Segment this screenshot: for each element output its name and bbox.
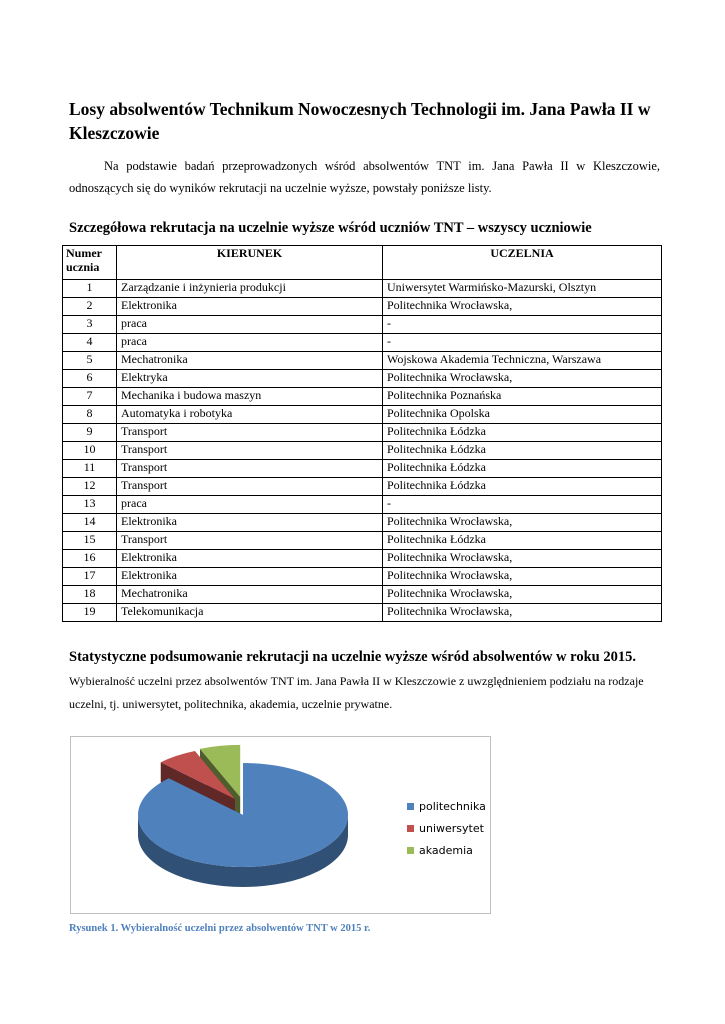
table-row	[63, 406, 662, 424]
legend-label: politechnika	[419, 799, 486, 813]
intro-paragraph: Na podstawie badań przeprowadzonych wśród absolwentów TNT im. Jana Pawła II w Kleszczowie, odnoszących się do wyników rekrutacji na uczelnie wyższe, powstały poniższe listy.	[69, 159, 660, 195]
table-body	[63, 280, 662, 622]
cell-uczelnia: Politechnika Opolska	[383, 406, 662, 424]
header-uczelnia: UCZELNIA	[383, 246, 662, 280]
summary-paragraph: Wybieralność uczelni przez absolwentów TNT im. Jana Pawła II w Kleszczowie z uwzględnieniem podziału na rodzaje uczelni, tj. uniwersytet, politechnika, akademia, uczelnie prywatne.	[69, 674, 644, 711]
cell-uczelnia: -	[383, 334, 662, 352]
cell-number: 12	[63, 478, 117, 496]
table-row	[63, 280, 662, 298]
table-row	[63, 496, 662, 514]
cell-number: 10	[63, 442, 117, 460]
cell-kierunek: praca	[117, 496, 383, 514]
cell-uczelnia: Wojskowa Akademia Techniczna, Warszawa	[383, 352, 662, 370]
cell-uczelnia: -	[383, 496, 662, 514]
cell-kierunek: Mechanika i budowa maszyn	[117, 388, 383, 406]
chart-legend	[407, 795, 486, 861]
cell-number: 4	[63, 334, 117, 352]
cell-number: 11	[63, 460, 117, 478]
cell-number: 2	[63, 298, 117, 316]
header-number	[63, 246, 117, 280]
legend-swatch	[407, 847, 414, 854]
section-heading-detailed: Szczegółowa rekrutacja na uczelnie wyższe wśród uczniów TNT – wszyscy uczniowie	[69, 220, 592, 236]
cell-number: 17	[63, 568, 117, 586]
cell-uczelnia: Politechnika Łódzka	[383, 442, 662, 460]
table-row	[63, 298, 662, 316]
cell-kierunek: Transport	[117, 478, 383, 496]
cell-uczelnia: Politechnika Wrocławska,	[383, 550, 662, 568]
cell-kierunek: Transport	[117, 442, 383, 460]
cell-kierunek: Elektronika	[117, 568, 383, 586]
cell-uczelnia: -	[383, 316, 662, 334]
cell-number: 8	[63, 406, 117, 424]
cell-kierunek: Transport	[117, 460, 383, 478]
table-row	[63, 316, 662, 334]
section-heading-summary: Statystyczne podsumowanie rekrutacji na uczelnie wyższe wśród absolwentów w roku 2015.	[69, 649, 636, 665]
cell-kierunek: Mechatronika	[117, 352, 383, 370]
cell-number: 14	[63, 514, 117, 532]
header-kierunek: KIERUNEK	[117, 246, 383, 280]
cell-kierunek: Elektronika	[117, 298, 383, 316]
cell-uczelnia: Politechnika Poznańska	[383, 388, 662, 406]
cell-kierunek: Zarządzanie i inżynieria produkcji	[117, 280, 383, 298]
legend-label: uniwersytet	[419, 821, 484, 835]
cell-number: 16	[63, 550, 117, 568]
cell-uczelnia: Politechnika Wrocławska,	[383, 370, 662, 388]
table-row	[63, 388, 662, 406]
table-row	[63, 370, 662, 388]
table-row	[63, 478, 662, 496]
cell-number: 5	[63, 352, 117, 370]
cell-uczelnia: Politechnika Łódzka	[383, 478, 662, 496]
cell-kierunek: Transport	[117, 532, 383, 550]
table-row	[63, 604, 662, 622]
table-row	[63, 352, 662, 370]
cell-kierunek: Mechatronika	[117, 586, 383, 604]
cell-number: 18	[63, 586, 117, 604]
cell-uczelnia: Politechnika Wrocławska,	[383, 604, 662, 622]
cell-uczelnia: Politechnika Wrocławska,	[383, 514, 662, 532]
cell-kierunek: praca	[117, 316, 383, 334]
header-number-line2: ucznia	[66, 260, 100, 274]
cell-number: 7	[63, 388, 117, 406]
cell-number: 9	[63, 424, 117, 442]
cell-uczelnia: Politechnika Łódzka	[383, 460, 662, 478]
cell-number: 15	[63, 532, 117, 550]
cell-kierunek: Transport	[117, 424, 383, 442]
cell-uczelnia: Uniwersytet Warmińsko-Mazurski, Olsztyn	[383, 280, 662, 298]
cell-uczelnia: Politechnika Łódzka	[383, 424, 662, 442]
legend-item	[407, 795, 486, 817]
cell-uczelnia: Politechnika Wrocławska,	[383, 586, 662, 604]
pie-chart-container	[70, 736, 491, 914]
cell-kierunek: Telekomunikacja	[117, 604, 383, 622]
cell-number: 6	[63, 370, 117, 388]
table-row	[63, 334, 662, 352]
legend-item	[407, 839, 486, 861]
header-number-line1: Numer	[66, 246, 102, 260]
document-title: Losy absolwentów Technikum Nowoczesnych Technologii im. Jana Pawła II w Kleszczowie	[69, 99, 651, 143]
table-row	[63, 550, 662, 568]
cell-number: 1	[63, 280, 117, 298]
table-row	[63, 460, 662, 478]
legend-item	[407, 817, 486, 839]
legend-swatch	[407, 825, 414, 832]
cell-number: 19	[63, 604, 117, 622]
table-header-row	[63, 246, 662, 280]
cell-uczelnia: Politechnika Łódzka	[383, 532, 662, 550]
recruitment-table	[62, 245, 662, 622]
legend-label: akademia	[419, 843, 473, 857]
cell-kierunek: Elektronika	[117, 514, 383, 532]
legend-swatch	[407, 803, 414, 810]
table-row	[63, 514, 662, 532]
table-row	[63, 424, 662, 442]
cell-kierunek: Elektronika	[117, 550, 383, 568]
table-row	[63, 586, 662, 604]
table-row	[63, 532, 662, 550]
figure-caption: Rysunek 1. Wybieralność uczelni przez absolwentów TNT w 2015 r.	[69, 923, 371, 934]
cell-number: 3	[63, 316, 117, 334]
cell-kierunek: praca	[117, 334, 383, 352]
cell-kierunek: Automatyka i robotyka	[117, 406, 383, 424]
cell-uczelnia: Politechnika Wrocławska,	[383, 298, 662, 316]
cell-kierunek: Elektryka	[117, 370, 383, 388]
table-row	[63, 568, 662, 586]
table-row	[63, 442, 662, 460]
cell-number: 13	[63, 496, 117, 514]
cell-uczelnia: Politechnika Wrocławska,	[383, 568, 662, 586]
